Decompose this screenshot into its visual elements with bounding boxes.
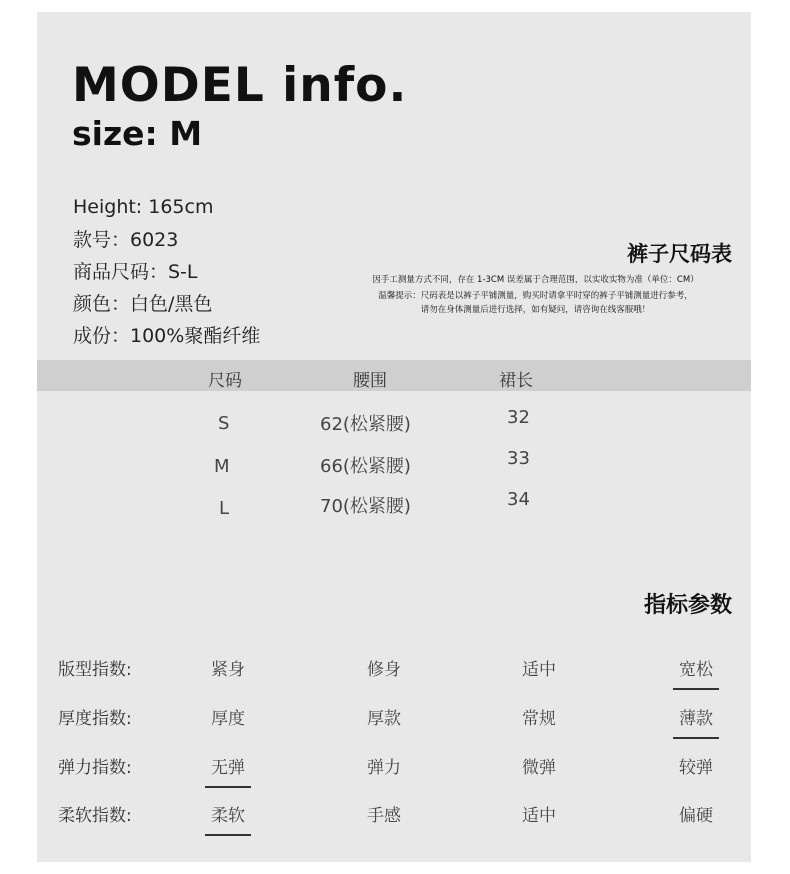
table-cell-waist: 62(松紧腰) [320, 414, 411, 435]
model-style-number: 款号：6023 [73, 229, 179, 251]
index-option: 修身 [367, 660, 401, 680]
index-option: 紧身 [211, 660, 245, 680]
index-option: 适中 [522, 806, 556, 826]
index-option: 弹力 [367, 758, 401, 778]
index-option: 微弹 [522, 758, 556, 778]
model-info-title: MODEL info. [72, 58, 408, 113]
index-option-selected: 无弹 [183, 753, 273, 778]
index-option-selected: 宽松 [651, 655, 741, 680]
size-table-header [37, 360, 751, 391]
table-cell-waist: 66(松紧腰) [320, 456, 411, 477]
table-cell-size: L [219, 498, 230, 519]
header-skirt-length: 裙长 [499, 371, 533, 391]
index-label-softness: 柔软指数: [58, 806, 132, 826]
table-cell-length: 32 [507, 407, 530, 428]
index-label-fit: 版型指数: [58, 660, 132, 680]
size-chart-title: 裤子尺码表 [627, 242, 732, 266]
index-option: 手感 [367, 806, 401, 826]
index-option: 常规 [522, 709, 556, 729]
table-cell-waist: 70(松紧腰) [320, 496, 411, 517]
size-chart-note: 请勿在身体测量后进行选择，如有疑问，请咨询在线客服哦！ [420, 305, 651, 315]
index-option: 较弹 [679, 758, 713, 778]
index-option: 适中 [522, 660, 556, 680]
table-cell-size: S [218, 413, 230, 434]
model-color: 颜色：白色/黑色 [73, 293, 213, 315]
model-material: 成份：100%聚酯纤维 [73, 325, 261, 347]
indices-title: 指标参数 [643, 593, 732, 618]
index-label-thickness: 厚度指数: [58, 709, 132, 729]
table-cell-size: M [214, 456, 230, 477]
model-size: size: M [72, 114, 203, 153]
index-option: 偏硬 [679, 806, 713, 826]
index-label-elasticity: 弹力指数: [58, 758, 132, 778]
header-waist: 腰围 [353, 371, 387, 391]
table-cell-length: 34 [507, 489, 530, 510]
model-height: Height: 165cm [73, 196, 214, 218]
index-option-selected: 薄款 [651, 704, 741, 729]
index-option: 厚款 [367, 709, 401, 729]
size-chart-note: 温馨提示：尺码表是以裤子平铺测量，购买时请拿平时穿的裤子平铺测量进行参考， [378, 291, 693, 301]
model-size-range: 商品尺码：S-L [73, 261, 198, 283]
size-chart-note: 因手工测量方式不同，存在 1-3CM 误差属于合理范围，以实收实物为准（单位：CM） [372, 275, 699, 285]
index-option: 厚度 [211, 709, 245, 729]
header-size: 尺码 [208, 371, 242, 391]
table-cell-length: 33 [507, 448, 530, 469]
index-option-selected: 柔软 [183, 801, 273, 826]
